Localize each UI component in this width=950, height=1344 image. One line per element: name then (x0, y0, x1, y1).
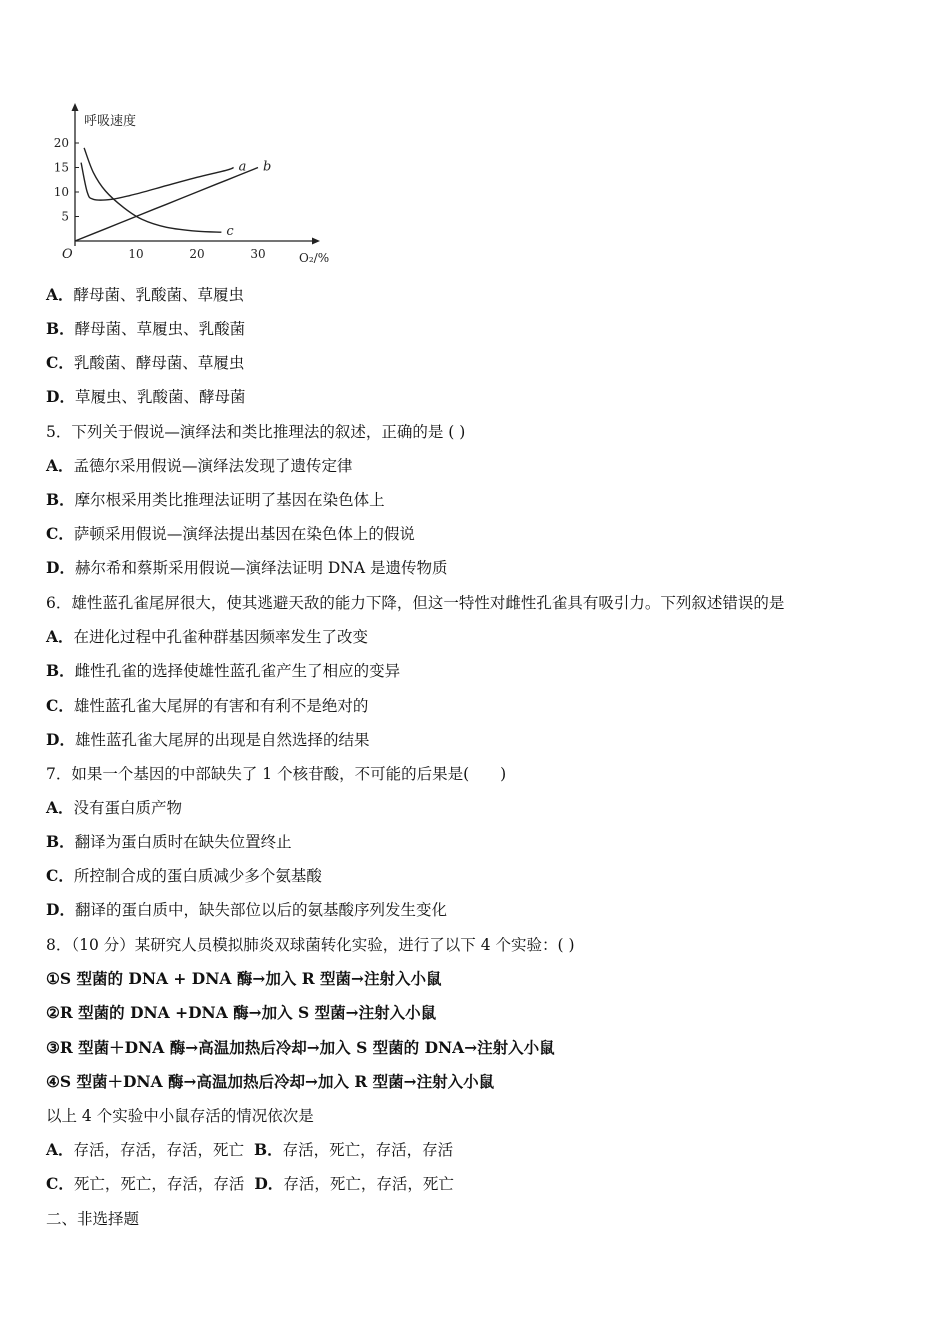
q4-option-b: B．酵母菌、草履虫、乳酸菌 (46, 319, 246, 338)
series-a-label: a (238, 159, 247, 175)
q7-option-a: A．没有蛋白质产物 (46, 798, 183, 817)
q8-experiment-1: ①S 型菌的 DNA + DNA 酶→加入 R 型菌→注射入小鼠 (46, 969, 442, 988)
q4-option-a: A．酵母菌、乳酸菌、草履虫 (46, 285, 245, 304)
q8-summary: 以上 4 个实验中小鼠存活的情况依次是 (46, 1107, 314, 1125)
x-axis-arrow (312, 238, 320, 245)
q8-experiment-2: ②R 型菌的 DNA +DNA 酶→加入 S 型菌→注射入小鼠 (46, 1003, 437, 1022)
x-tick-label: 20 (189, 247, 205, 261)
q4-option-d: D．草履虫、乳酸菌、酵母菌 (46, 387, 246, 406)
series-a-line (81, 163, 234, 201)
q6-option-c: C．雄性蓝孔雀大尾屏的有害和有利不是绝对的 (46, 696, 369, 715)
series-c-label: c (226, 224, 234, 240)
y-tick-label: 10 (53, 185, 69, 199)
section-2-heading: 二、非选择题 (46, 1210, 140, 1228)
q5-option-d: D．赫尔希和蔡斯采用假说—演绎法证明 DNA 是遗传物质 (46, 558, 448, 577)
q6-option-d: D．雄性蓝孔雀大尾屏的出现是自然选择的结果 (46, 730, 370, 749)
q7-option-b: B．翻译为蛋白质时在缺失位置终止 (46, 832, 292, 851)
y-tick-label: 5 (61, 209, 69, 224)
axis-ticks (54, 136, 266, 261)
q4-option-c: C．乳酸菌、酵母菌、草履虫 (46, 353, 245, 372)
y-axis-arrow (72, 103, 79, 111)
q8-experiment-4: ④S 型菌＋DNA 酶→高温加热后冷却→加入 R 型菌→注射入小鼠 (46, 1072, 495, 1091)
y-axis-label: 呼吸速度 (84, 114, 137, 129)
q7-option-c: C．所控制合成的蛋白质减少多个氨基酸 (46, 866, 322, 885)
q6-option-a: A．在进化过程中孔雀种群基因频率发生了改变 (46, 627, 369, 646)
q8-stem: 8．（10 分）某研究人员模拟肺炎双球菌转化实验，进行了以下 4 个实验：( ) (46, 936, 575, 954)
q5-option-a: A．孟德尔采用假说—演绎法发现了遗传定律 (46, 456, 353, 475)
series-b-label: b (263, 159, 272, 175)
q7-stem: 7．如果一个基因的中部缺失了 1 个核苷酸，不可能的后果是( ) (46, 765, 507, 783)
q8-options-ab: A．存活，存活，存活，死亡 B．存活，死亡，存活，存活 (46, 1140, 454, 1159)
y-tick-label: 15 (53, 160, 69, 175)
q7-option-d: D．翻译的蛋白质中，缺失部位以后的氨基酸序列发生变化 (46, 900, 447, 919)
q5-option-c: C．萨顿采用假说—演绎法提出基因在染色体上的假说 (46, 524, 415, 543)
q5-stem: 5．下列关于假说—演绎法和类比推理法的叙述，正确的是 ( ) (46, 423, 466, 441)
x-tick-label: 30 (250, 247, 266, 261)
q6-stem: 6．雄性蓝孔雀尾屏很大，使其逃避天敌的能力下降，但这一特性对雌性孔雀具有吸引力。下列叙述错误的是 (46, 594, 785, 612)
q6-option-b: B．雌性孔雀的选择使雄性蓝孔雀产生了相应的变异 (46, 661, 401, 680)
x-axis-label: O₂/% (299, 251, 330, 265)
q8-experiment-3: ③R 型菌＋DNA 酶→高温加热后冷却→加入 S 型菌的 DNA→注射入小鼠 (46, 1038, 555, 1057)
q5-option-b: B．摩尔根采用类比推理法证明了基因在染色体上 (46, 490, 385, 509)
x-tick-label: 10 (128, 247, 144, 261)
series-lines (75, 148, 271, 241)
y-tick-label: 20 (53, 136, 69, 150)
q8-options-cd: C．死亡，死亡，存活，存活 D．存活，死亡，存活，死亡 (46, 1174, 454, 1193)
respiration-chart (44, 100, 354, 270)
chart-svg (44, 100, 354, 270)
origin-label: O (62, 247, 73, 262)
